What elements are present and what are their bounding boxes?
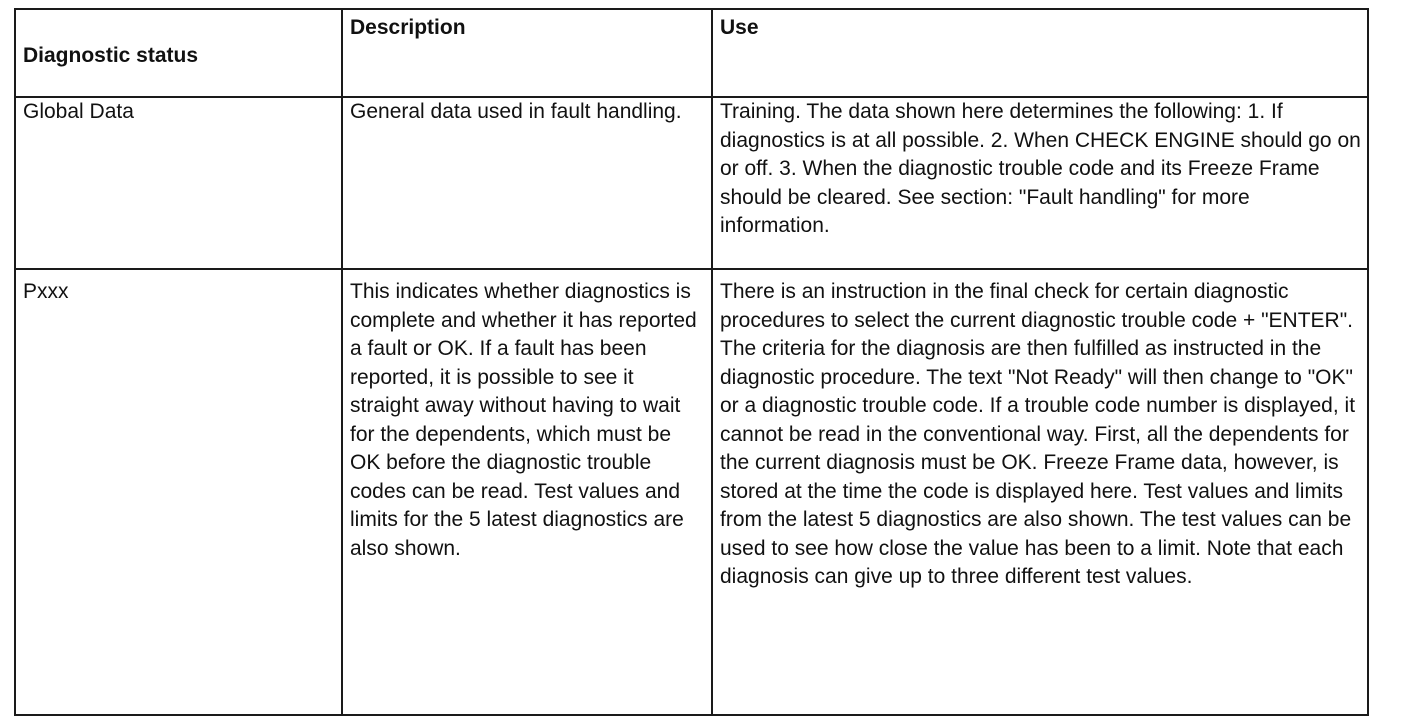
diagnostic-status-table [14, 8, 1369, 716]
header-description-label: Description [350, 16, 466, 39]
header-diagnostic-status [15, 9, 342, 97]
cell-status [15, 97, 342, 269]
cell-use [712, 97, 1368, 269]
cell-description [342, 269, 712, 715]
row-description-text: General data used in fault handling. [350, 100, 682, 123]
table-row [15, 269, 1368, 715]
row-description-text: This indicates whether diagnostics is complete and whether it has reported a fault or OK. If a fault has been reported, it is possible to see it straight away without having to wait for the dependents, which must be OK before the diagnostic trouble codes can be read. Test values and limits for the 5 latest diagnostics are also shown. [350, 280, 697, 560]
header-description [342, 9, 712, 97]
table-header-row [15, 9, 1368, 97]
cell-status [15, 269, 342, 715]
row-use-text: There is an instruction in the final check for certain diagnostic procedures to select the current diagnostic trouble code + "ENTER". The criteria for the diagnosis are then fulfilled as instructed in the diagnostic procedure. The text "Not Ready" will then change to "OK" or a diagnostic trouble code. If a trouble code number is displayed, it cannot be read in the conventional way. First, all the dependents for the current diagnosis must be OK. Freeze Frame data, however, is stored at the time the code is displayed here. Test values and limits from the latest 5 diagnostics are also shown. The test values can be used to see how close the value has been to a limit. Note that each diagnosis can give up to three different test values. [720, 280, 1356, 588]
table-row [15, 97, 1368, 269]
row-status-text: Pxxx [23, 280, 69, 303]
cell-use [712, 269, 1368, 715]
header-diagnostic-status-label: Diagnostic status [23, 44, 199, 67]
header-use-label: Use [720, 16, 759, 39]
cell-description [342, 97, 712, 269]
row-status-text: Global Data [23, 100, 134, 123]
row-use-text: Training. The data shown here determines the following: 1. If diagnostics is at all possible. 2. When CHECK ENGINE should go on or off. 3. When the diagnostic trouble code and its Freeze Frame should be cleared. See section: "Fault handling" for more information. [720, 100, 1361, 237]
header-use [712, 9, 1368, 97]
